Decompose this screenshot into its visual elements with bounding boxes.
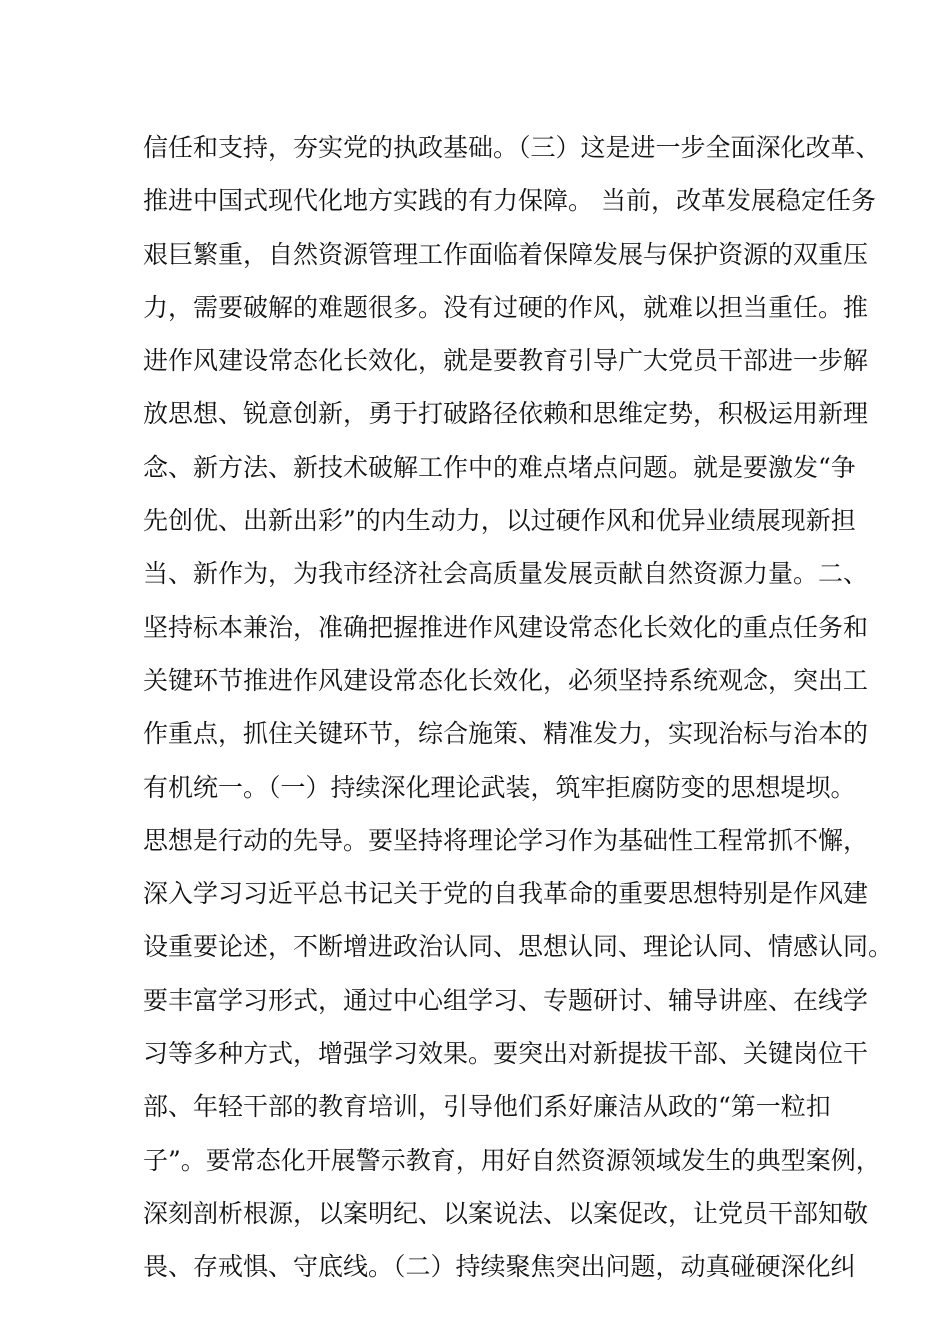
text-line: 子”。要常态化开展警示教育，用好自然资源领域发生的典型案例， [143,1145,881,1175]
text-line: 放思想、锐意创新，勇于打破路径依赖和思维定势，积极运用新理 [143,399,869,429]
text-line: 深刻剖析根源，以案明纪、以案说法、以案促改，让党员干部知敬 [143,1198,869,1228]
text-line: 当、新作为，为我市经济社会高质量发展贡献自然资源力量。二、 [143,559,869,589]
text-line: 部、年轻干部的教育培训，引导他们系好廉洁从政的“第一粒扣 [143,1092,831,1122]
text-line: 习等多种方式，增强学习效果。要突出对新提拔干部、关键岗位干 [143,1039,869,1069]
text-line: 设重要论述，不断增进政治认同、思想认同、理论认同、情感认同。 [143,932,894,962]
text-line: 先创优、出新出彩”的内生动力，以过硬作风和优异业绩展现新担 [143,506,856,536]
text-line: 思想是行动的先导。要坚持将理论学习作为基础性工程常抓不懈， [143,825,869,855]
text-line: 要丰富学习形式，通过中心组学习、专题研讨、辅导讲座、在线学 [143,985,869,1015]
text-line: 推进中国式现代化地方实践的有力保障。 当前，改革发展稳定任务 [143,186,876,216]
text-line: 艰巨繁重，自然资源管理工作面临着保障发展与保护资源的双重压 [143,239,869,269]
text-line: 有机统一。（一）持续深化理论武装，筑牢拒腐防变的思想堤坝。 [143,772,856,802]
text-line: 畏、存戒惧、守底线。（二）持续聚焦突出问题，动真碰硬深化纠 [143,1252,856,1282]
text-line: 力，需要破解的难题很多。没有过硬的作风，就难以担当重任。推 [143,292,869,322]
text-line: 关键环节推进作风建设常态化长效化，必须坚持系统观念，突出工 [143,665,869,695]
body-text [143,126,894,1299]
text-line: 进作风建设常态化长效化，就是要教育引导广大党员干部进一步解 [143,346,869,376]
text-line: 深入学习习近平总书记关于党的自我革命的重要思想特别是作风建 [143,879,869,909]
text-line: 作重点，抓住关键环节，综合施策、精准发力，实现治标与治本的 [143,719,869,749]
text-line: 坚持标本兼治，准确把握推进作风建设常态化长效化的重点任务和 [143,612,869,642]
text-line: 念、新方法、新技术破解工作中的难点堵点问题。就是要激发“争 [143,452,856,482]
text-line: 信任和支持，夯实党的执政基础。（三）这是进一步全面深化改革、 [143,133,881,162]
